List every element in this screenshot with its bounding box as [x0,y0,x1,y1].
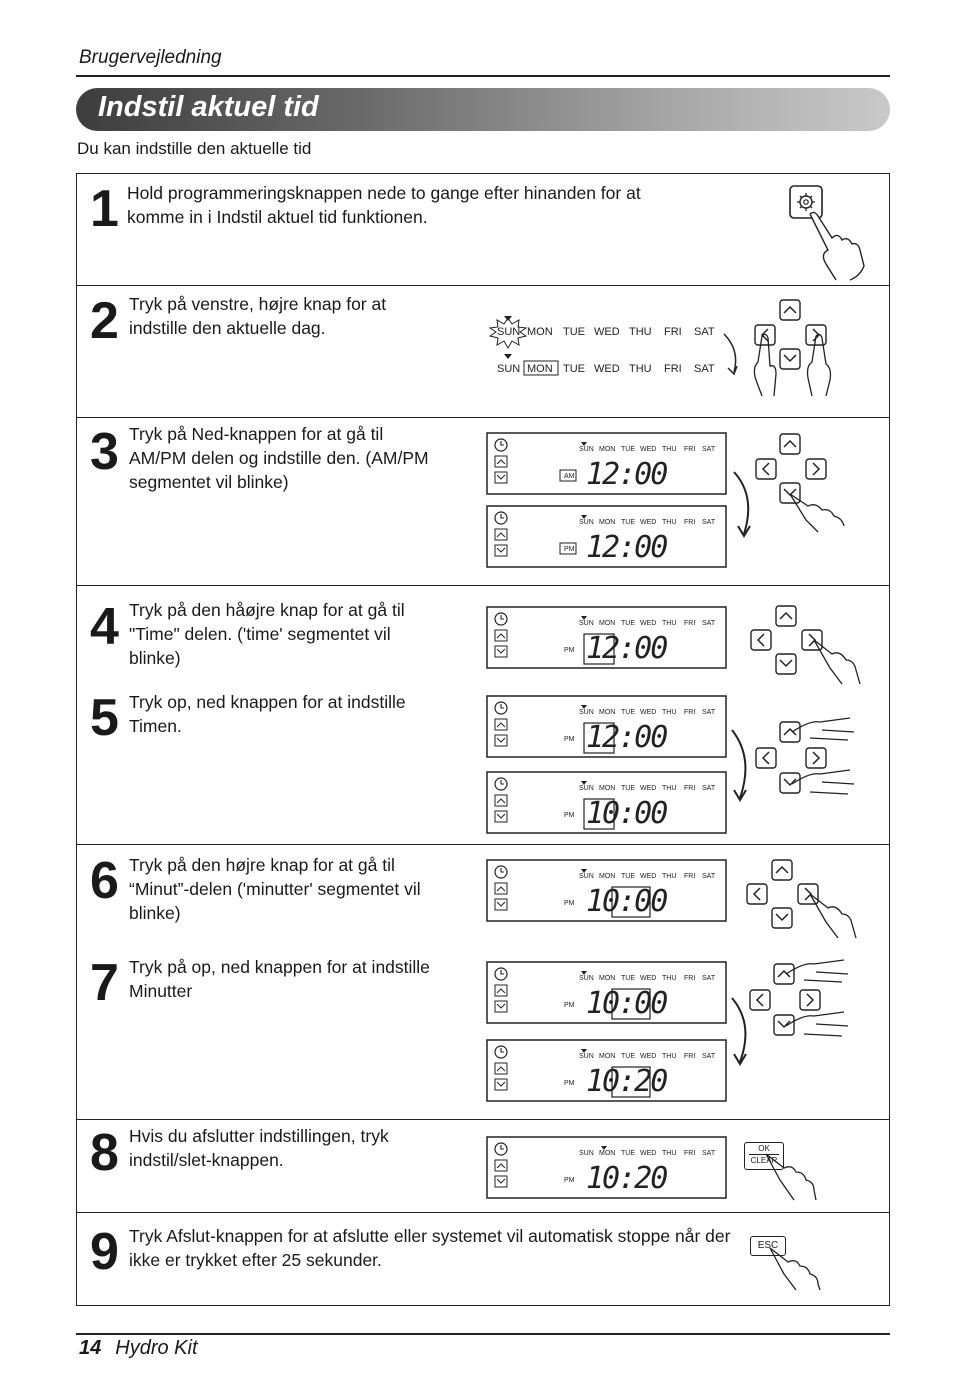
day-label: THU [629,363,652,375]
lcd-day: WED [640,1150,657,1157]
lcd-day: FRI [684,1053,696,1060]
lcd-day: FRI [684,620,696,627]
lcd-day: SAT [702,1150,716,1157]
lcd-day: TUE [621,873,635,880]
step-number: 6 [90,852,117,910]
lcd-day: SUN [579,975,594,982]
time-readout: 10:20 [586,1161,667,1196]
lcd-day: SUN [579,785,594,792]
lcd-day: SAT [702,519,716,526]
lcd-day: FRI [684,519,696,526]
lcd-day: WED [640,519,657,526]
day-label: FRI [664,363,682,375]
footer [79,1337,198,1360]
lcd-day: SAT [702,620,716,627]
step-number: 1 [90,180,117,238]
intro-text: Du kan indstille den aktuelle tid [77,139,312,158]
step-number: 9 [90,1223,117,1281]
arrow-pad-up-down-press-icon [744,952,856,1048]
step-text: Hold programmeringsknappen nede to gange efter hinanden for at komme in i Indstil aktuel tid funktionen. [127,183,641,227]
day-label: TUE [563,326,585,338]
arrow-pad-right-press-icon [742,856,866,942]
divider [76,844,890,845]
header-rule [76,75,890,77]
step-text: Tryk op, ned knappen for at indstille Timen. [129,692,406,736]
step-text: Tryk på venstre, højre knap for at indstille den aktuelle dag. [129,294,387,338]
lcd-display [486,695,728,759]
lcd-day: SUN [579,446,594,453]
lcd-day: WED [640,709,657,716]
step-text: Hvis du afslutter indstillingen, tryk indstil/slet-knappen. [129,1126,389,1170]
lcd-day: FRI [684,975,696,982]
day-label: WED [594,326,620,338]
lcd-day: MON [599,709,616,716]
lcd-display [486,771,728,835]
lcd-day: MON [599,1053,616,1060]
lcd-day: SUN [579,873,594,880]
arrow-pad-right-press-icon [746,602,866,688]
lcd-day: THU [662,519,677,526]
lcd-day: SAT [702,709,716,716]
step-text: Tryk på den højre knap for at gå til “Minut”-delen ('minutter' segmentet vil blinke) [129,855,421,923]
lcd-day: FRI [684,873,696,880]
lcd-day: SUN [579,620,594,627]
day-label: SAT [694,326,715,338]
lcd-day: TUE [621,519,635,526]
lcd-day: SAT [702,975,716,982]
day-label: TUE [563,363,585,375]
lcd-day: WED [640,446,657,453]
step-number: 2 [90,292,117,350]
lcd-day: TUE [621,785,635,792]
lcd-day: SAT [702,446,716,453]
lcd-day: FRI [684,446,696,453]
arrow-down-curve-icon [730,466,760,542]
lcd-day: FRI [684,785,696,792]
lcd-day: FRI [684,1150,696,1157]
lcd-day: TUE [621,1053,635,1060]
time-readout: 10:00 [586,884,667,919]
lcd-day: WED [640,1053,657,1060]
lcd-display [486,505,728,569]
ampm-indicator: PM [564,647,575,654]
lcd-display [486,1039,728,1103]
time-readout: 10:20 [586,1064,667,1099]
ampm-indicator: PM [564,1080,575,1087]
lcd-day: WED [640,785,657,792]
arrow-down-curve-icon [726,726,756,806]
lcd-display [486,859,728,923]
footer-rule [76,1333,890,1335]
lcd-day: THU [662,446,677,453]
time-readout: 12:00 [586,631,667,666]
lcd-day: THU [662,873,677,880]
divider [76,1212,890,1213]
lcd-display [486,961,728,1025]
lcd-display [486,606,728,670]
lcd-day: WED [640,975,657,982]
lcd-day: THU [662,620,677,627]
settings-button-press-icon [780,180,870,285]
lcd-day: TUE [621,446,635,453]
day-row-bottom [497,363,715,375]
lcd-day: MON [599,620,616,627]
lcd-day: MON [599,975,616,982]
step-number: 7 [90,954,117,1012]
ampm-indicator: PM [564,1177,575,1184]
ampm-indicator: PM [564,1002,575,1009]
step-text: Tryk Afslut-knappen for at afslutte eller systemet vil automatisk stoppe når der ikke er trykket efter 25 sekunder. [129,1226,731,1270]
lcd-day: SAT [702,1053,716,1060]
day-label: SAT [694,363,715,375]
day-label: FRI [664,326,682,338]
lcd-day: WED [640,873,657,880]
lcd-day: TUE [621,975,635,982]
lcd-day: FRI [684,709,696,716]
lcd-day: MON [599,1150,616,1157]
esc-button: ESC [750,1236,786,1256]
lcd-day: MON [599,519,616,526]
step-number: 5 [90,689,117,747]
step-number: 4 [90,598,117,656]
ampm-indicator: PM [564,546,575,553]
ok-label: OK [758,1144,770,1153]
lcd-day: TUE [621,620,635,627]
product-name: Hydro Kit [115,1337,198,1359]
day-label: SUN [497,363,521,375]
divider [76,585,890,586]
lcd-day: SAT [702,785,716,792]
step-number: 3 [90,423,117,481]
clear-label: CLEAR [750,1156,778,1165]
lcd-day: SUN [579,709,594,716]
step-text: Tryk på Ned-knappen for at gå til AM/PM delen og indstille den. (AM/PM segmentet vil blinke) [129,424,429,492]
lcd-day: TUE [621,1150,635,1157]
divider [76,285,890,286]
lcd-day: SUN [579,1150,594,1157]
header-label: Brugervejledning [79,47,222,68]
lcd-day: SUN [579,1053,594,1060]
day-label: WED [594,363,620,375]
lcd-day: MON [599,785,616,792]
ampm-indicator: AM [564,473,575,480]
lcd-day: THU [662,1053,677,1060]
time-readout: 12:00 [586,530,667,565]
page-number: 14 [79,1337,102,1359]
ampm-indicator: PM [564,900,575,907]
step-text: Tryk på den håøjre knap for at gå til "Time" delen. ('time' segmentet vil blinke) [129,600,405,668]
lcd-day: MON [599,446,616,453]
arrow-pad-down-press-icon [752,430,852,536]
lcd-display [486,1136,728,1200]
lcd-day: MON [599,873,616,880]
day-label: MON [527,363,553,375]
time-readout: 10:00 [586,986,667,1021]
day-label: MON [527,326,553,338]
arrow-pad-up-down-press-icon [750,710,862,806]
lcd-day: SAT [702,873,716,880]
ampm-indicator: PM [564,812,575,819]
lcd-day: WED [640,620,657,627]
arrow-pad-left-right-icon [748,296,838,400]
time-readout: 12:00 [586,720,667,755]
arrow-down-curve-icon [726,994,756,1070]
step-number: 8 [90,1124,117,1182]
lcd-day: SUN [579,519,594,526]
step-text: Tryk på op, ned knappen for at indstille Minutter [129,957,430,1001]
divider [76,1119,890,1120]
lcd-day: THU [662,1150,677,1157]
day-selector-illustration [482,312,750,384]
lcd-day: THU [662,975,677,982]
page-title: Indstil aktuel tid [98,91,319,123]
day-label: SUN [497,326,521,338]
day-label: THU [629,326,652,338]
hand-press-icon [760,1150,826,1202]
lcd-day: TUE [621,709,635,716]
ampm-indicator: PM [564,736,575,743]
lcd-day: THU [662,709,677,716]
time-readout: 12:00 [586,457,667,492]
lcd-day: THU [662,785,677,792]
day-row-top [497,326,715,338]
hand-press-icon [764,1244,830,1292]
lcd-display [486,432,728,496]
time-readout: 10:00 [586,796,667,831]
divider [76,417,890,418]
